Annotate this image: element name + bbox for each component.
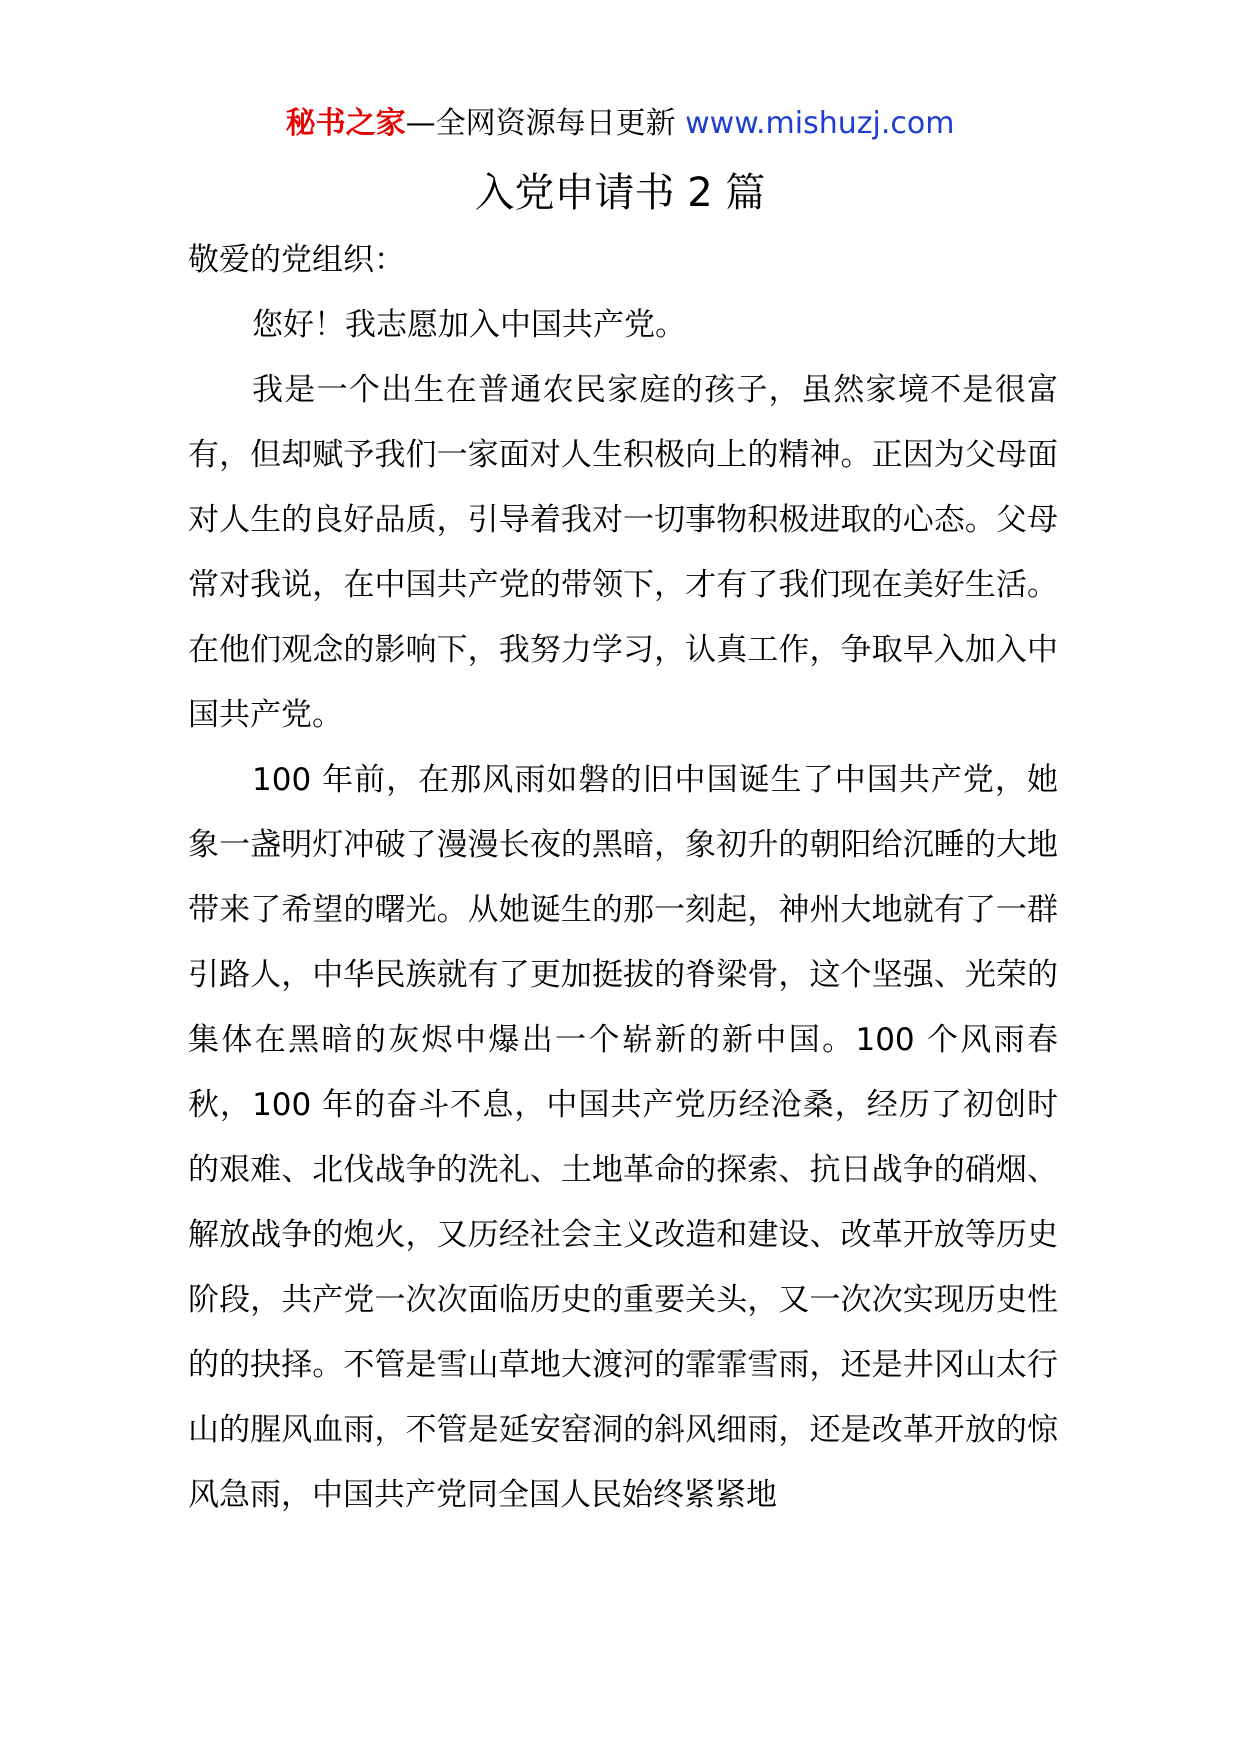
document-title: 入党申请书 2 篇 [474,170,766,216]
document-body [188,228,1058,1528]
site-url-link[interactable]: www.mishuzj.com [685,106,955,141]
paragraph-greeting: 您好！我志愿加入中国共产党。 [252,307,686,343]
paragraph-history: 100 年前，在那风雨如磐的旧中国诞生了中国共产党，她象一盏明灯冲破了漫漫长夜的黑暗，象初升的朝阳给沉睡的大地带来了希望的曙光。从她诞生的那一刻起，神州大地就有了一群引路人，中华民族就有了更加挺拔的脊梁骨，这个坚强、光荣的集体在黑暗的灰烬中爆出一个崭新的新中国。100 个风雨春秋，100 年的奋斗不息，中国共产党历经沧桑，经历了初创时的艰难、北伐战争的洗礼、土地革命的探索、抗日战争的硝烟、解放战争的炮火，又历经社会主义改造和建设、改革开放等历史阶段，共产党一次次面临历史的重要关头，又一次次实现历史性的的抉择。不管是雪山草地大渡河的霏霏雪雨，还是井冈山太行山的腥风血雨，不管是延安窑洞的斜风细雨，还是改革开放的惊风急雨，中国共产党同全国人民始终紧紧地 [188,762,1058,1513]
salutation: 敬爱的党组织： [188,242,405,278]
site-brand: 秘书之家 [285,106,406,141]
site-header [0,100,1240,148]
site-tagline: —全网资源每日更新 [405,106,686,141]
paragraph-background: 我是一个出生在普通农民家庭的孩子，虽然家境不是很富有，但却赋予我们一家面对人生积极向上的精神。正因为父母面对人生的良好品质，引导着我对一切事物积极进取的心态。父母常对我说，在中国共产党的带领下，才有了我们现在美好生活。在他们观念的影响下，我努力学习，认真工作，争取早入加入中国共产党。 [188,372,1058,733]
